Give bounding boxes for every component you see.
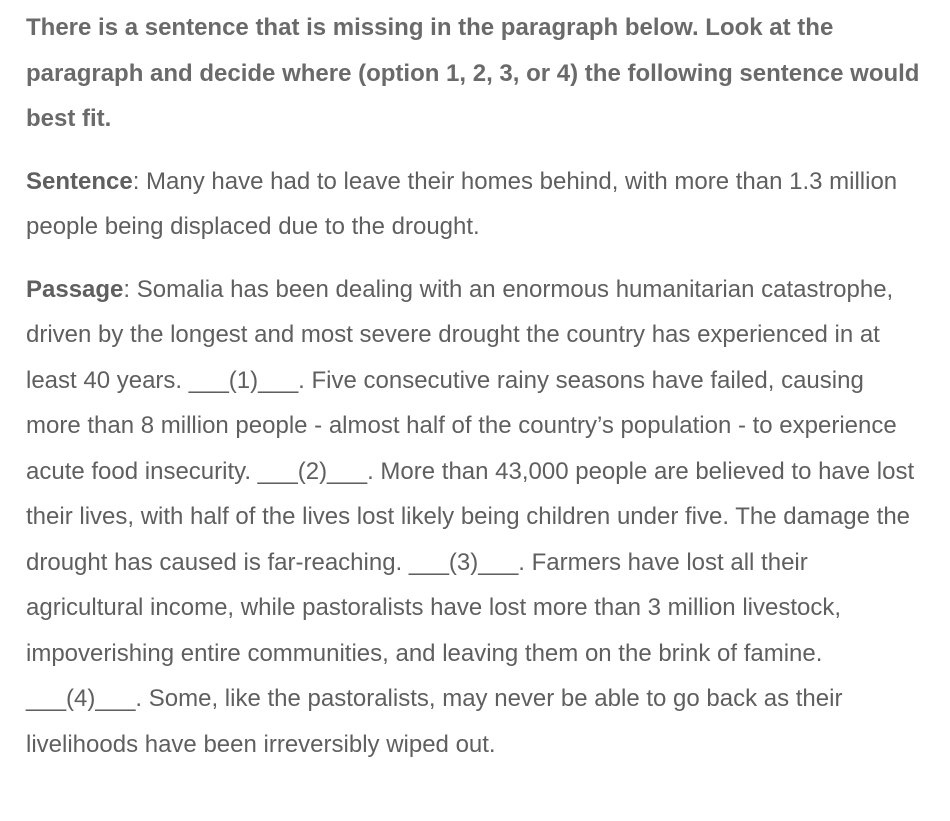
- missing-sentence: [26, 159, 921, 250]
- sentence-text: : Many have had to leave their homes behind, with more than 1.3 million people being displaced due to the drought.: [26, 167, 898, 240]
- sentence-label: Sentence: [26, 167, 133, 195]
- question-content: [26, 5, 921, 767]
- passage: [26, 267, 921, 768]
- passage-label: Passage: [26, 275, 124, 303]
- passage-text: : Somalia has been dealing with an enormous humanitarian catastrophe, driven by the longest and most severe drought the country has experienced in at least 40 years. ___(1)___. Five consecutive rainy seasons have failed, causing more than 8 million people - almost half of the country’s population - to experience acute food insecurity. ___(2)___. More than 43,000 people are believed to have lost their lives, with half of the lives lost likely being children under five. The damage the drought has caused is far-reaching. ___(3)___. Farmers have lost all their agricultural income, while pastoralists have lost more than 3 million livestock, impoverishing entire communities, and leaving them on the brink of famine. ___(4)___. Some, like the pastoralists, may never be able to go back as their livelihoods have been irreversibly wiped out.: [26, 275, 915, 758]
- question-instruction: There is a sentence that is missing in the paragraph below. Look at the paragraph and decide where (option 1, 2, 3, or 4) the following sentence would best fit.: [26, 14, 920, 132]
